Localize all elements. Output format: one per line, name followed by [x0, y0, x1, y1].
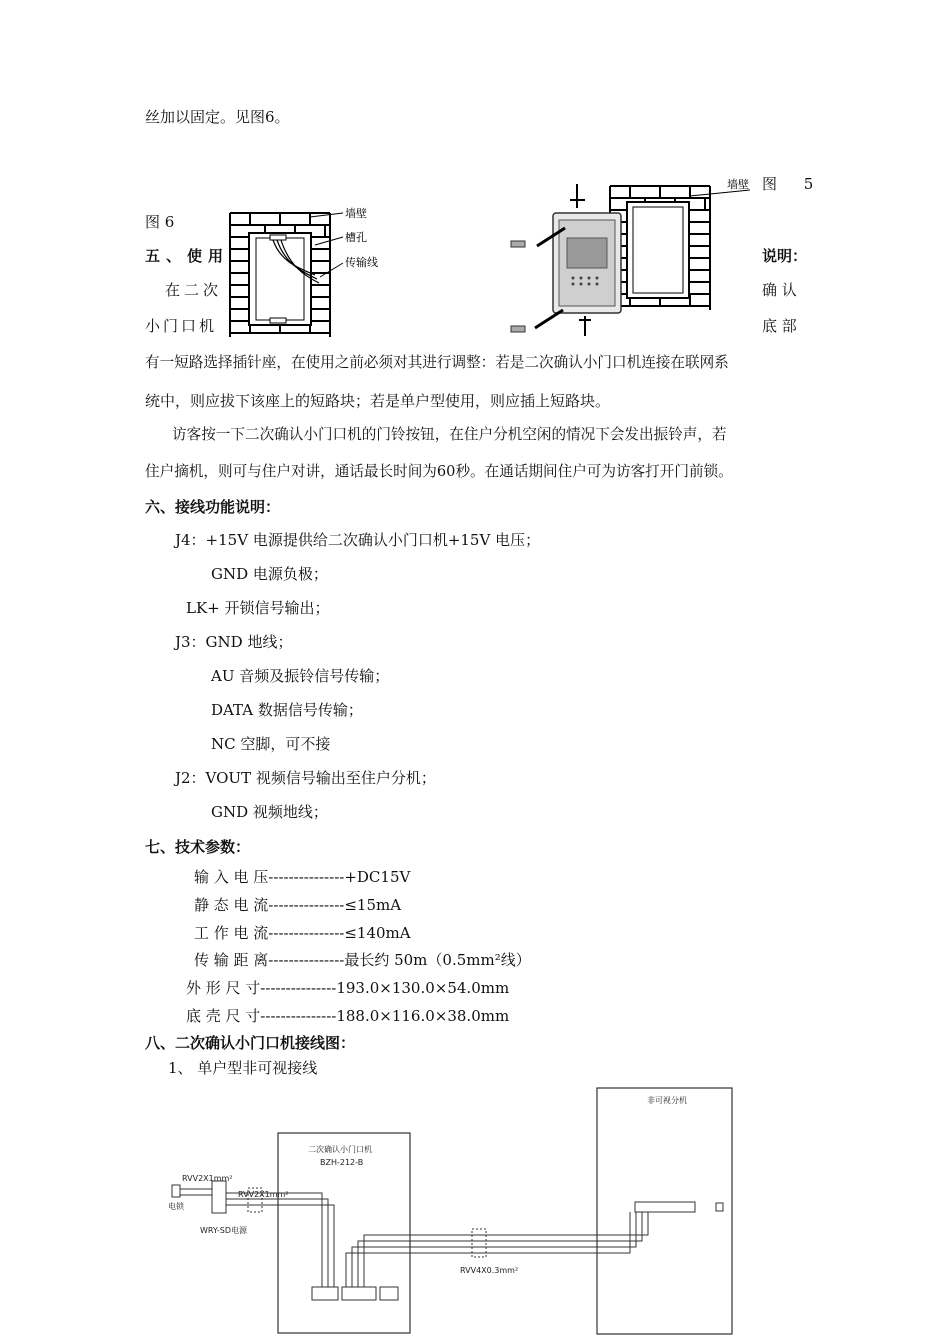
door-terminal-j3 — [342, 1287, 376, 1300]
section5-para1-line4: 统中，则应拔下该座上的短路块；若是单户型使用，则应插上短路块。 — [145, 392, 611, 410]
fig5-caption — [762, 174, 813, 194]
indoor-terminal — [635, 1202, 695, 1212]
fig5-label-wall: 墙壁 — [727, 178, 749, 191]
indoor-screw — [716, 1203, 723, 1211]
section5-para2-line2: 住户摘机，则可与住户对讲，通话最长时间为60秒。在通话期间住户可为访客打开门前锁。 — [145, 463, 733, 480]
section5-line1-right: 确 认 — [762, 281, 797, 299]
fig6-label-wall: 墙壁 — [345, 207, 367, 220]
fig5-drawing — [505, 178, 760, 340]
section6-line: LK+ 开锁信号输出； — [186, 599, 330, 617]
section7-param: 工 作 电 流---------------≤140mA — [194, 924, 411, 942]
door-terminal-j4 — [312, 1287, 338, 1300]
section8-title: 八、二次确认小门口机接线图： — [145, 1034, 356, 1052]
fig6-caption: 图 6 — [145, 213, 175, 231]
section7-param: 底 壳 尺 寸---------------188.0×116.0×38.0mm — [186, 1007, 510, 1025]
section7-param: 输 入 电 压---------------+DC15V — [194, 868, 411, 886]
fig6-label-wire: 传输线 — [345, 256, 378, 269]
section6-line: DATA 数据信号传输； — [211, 701, 363, 719]
fig5-caption-number: 5 — [803, 175, 814, 193]
lock-symbol — [172, 1185, 180, 1197]
door-unit-title: 二次确认小门口机 — [308, 1145, 372, 1154]
power-terminal — [212, 1181, 226, 1213]
section6-title: 六、接线功能说明： — [145, 498, 281, 516]
section6-line: J4：+15V 电源提供给二次确认小门口机+15V 电压； — [175, 531, 541, 549]
fig5-caption-word: 图 — [762, 175, 778, 193]
indoor-unit-title: 非可视分机 — [647, 1096, 687, 1105]
cable1-label: RVV2X1mm² — [182, 1174, 233, 1183]
section5-para2-line1: 访客按一下二次确认小门口机的门铃按钮，在住户分机空闲的情况下会发出振铃声，若 — [172, 426, 727, 443]
fig6-drawing — [225, 205, 395, 345]
section6-line: GND 电源负极； — [211, 565, 328, 583]
section5-line2-right: 底 部 — [762, 317, 797, 335]
section5-title-left: 五、使用 — [145, 247, 230, 265]
cable3-label: RVV4X0.3mm² — [460, 1266, 519, 1275]
section5-title-right: 说明： — [762, 247, 808, 265]
section6-line: AU 音频及振铃信号传输； — [211, 667, 390, 685]
section6-line: NC 空脚，可不接 — [211, 735, 331, 753]
top-line: 丝加以固定。见图6。 — [145, 108, 290, 126]
section5-para1-line3: 有一短路选择插针座，在使用之前必须对其进行调整：若是二次确认小门口机连接在联网系 — [145, 354, 729, 371]
power-label: WRY-SD电源 — [200, 1226, 248, 1235]
section7-param: 静 态 电 流---------------≤15mA — [194, 896, 402, 914]
section6-line: GND 视频地线； — [211, 803, 328, 821]
section7-title: 七、技术参数： — [145, 838, 251, 856]
section7-param: 外 形 尺 寸---------------193.0×130.0×54.0mm — [186, 979, 510, 997]
fig6-label-slot: 槽孔 — [345, 231, 367, 244]
door-unit-model: BZH-212-B — [320, 1158, 364, 1167]
wiring-diagram — [160, 1085, 760, 1340]
section8-sub1: 1、 单户型非可视接线 — [168, 1059, 318, 1077]
section5-line2-left: 小门口机 — [145, 317, 218, 335]
lock-label: 电锁 — [168, 1202, 184, 1211]
door-terminal-j2 — [380, 1287, 398, 1300]
section6-line: J3：GND 地线； — [175, 633, 293, 651]
section6-line: J2：VOUT 视频信号输出至住户分机； — [175, 769, 436, 787]
section7-param: 传 输 距 离---------------最长约 50m（0.5mm²线） — [194, 951, 531, 969]
section5-line1-left: 在二次 — [165, 281, 223, 299]
cable2-label: RVV2X1mm² — [238, 1190, 289, 1199]
